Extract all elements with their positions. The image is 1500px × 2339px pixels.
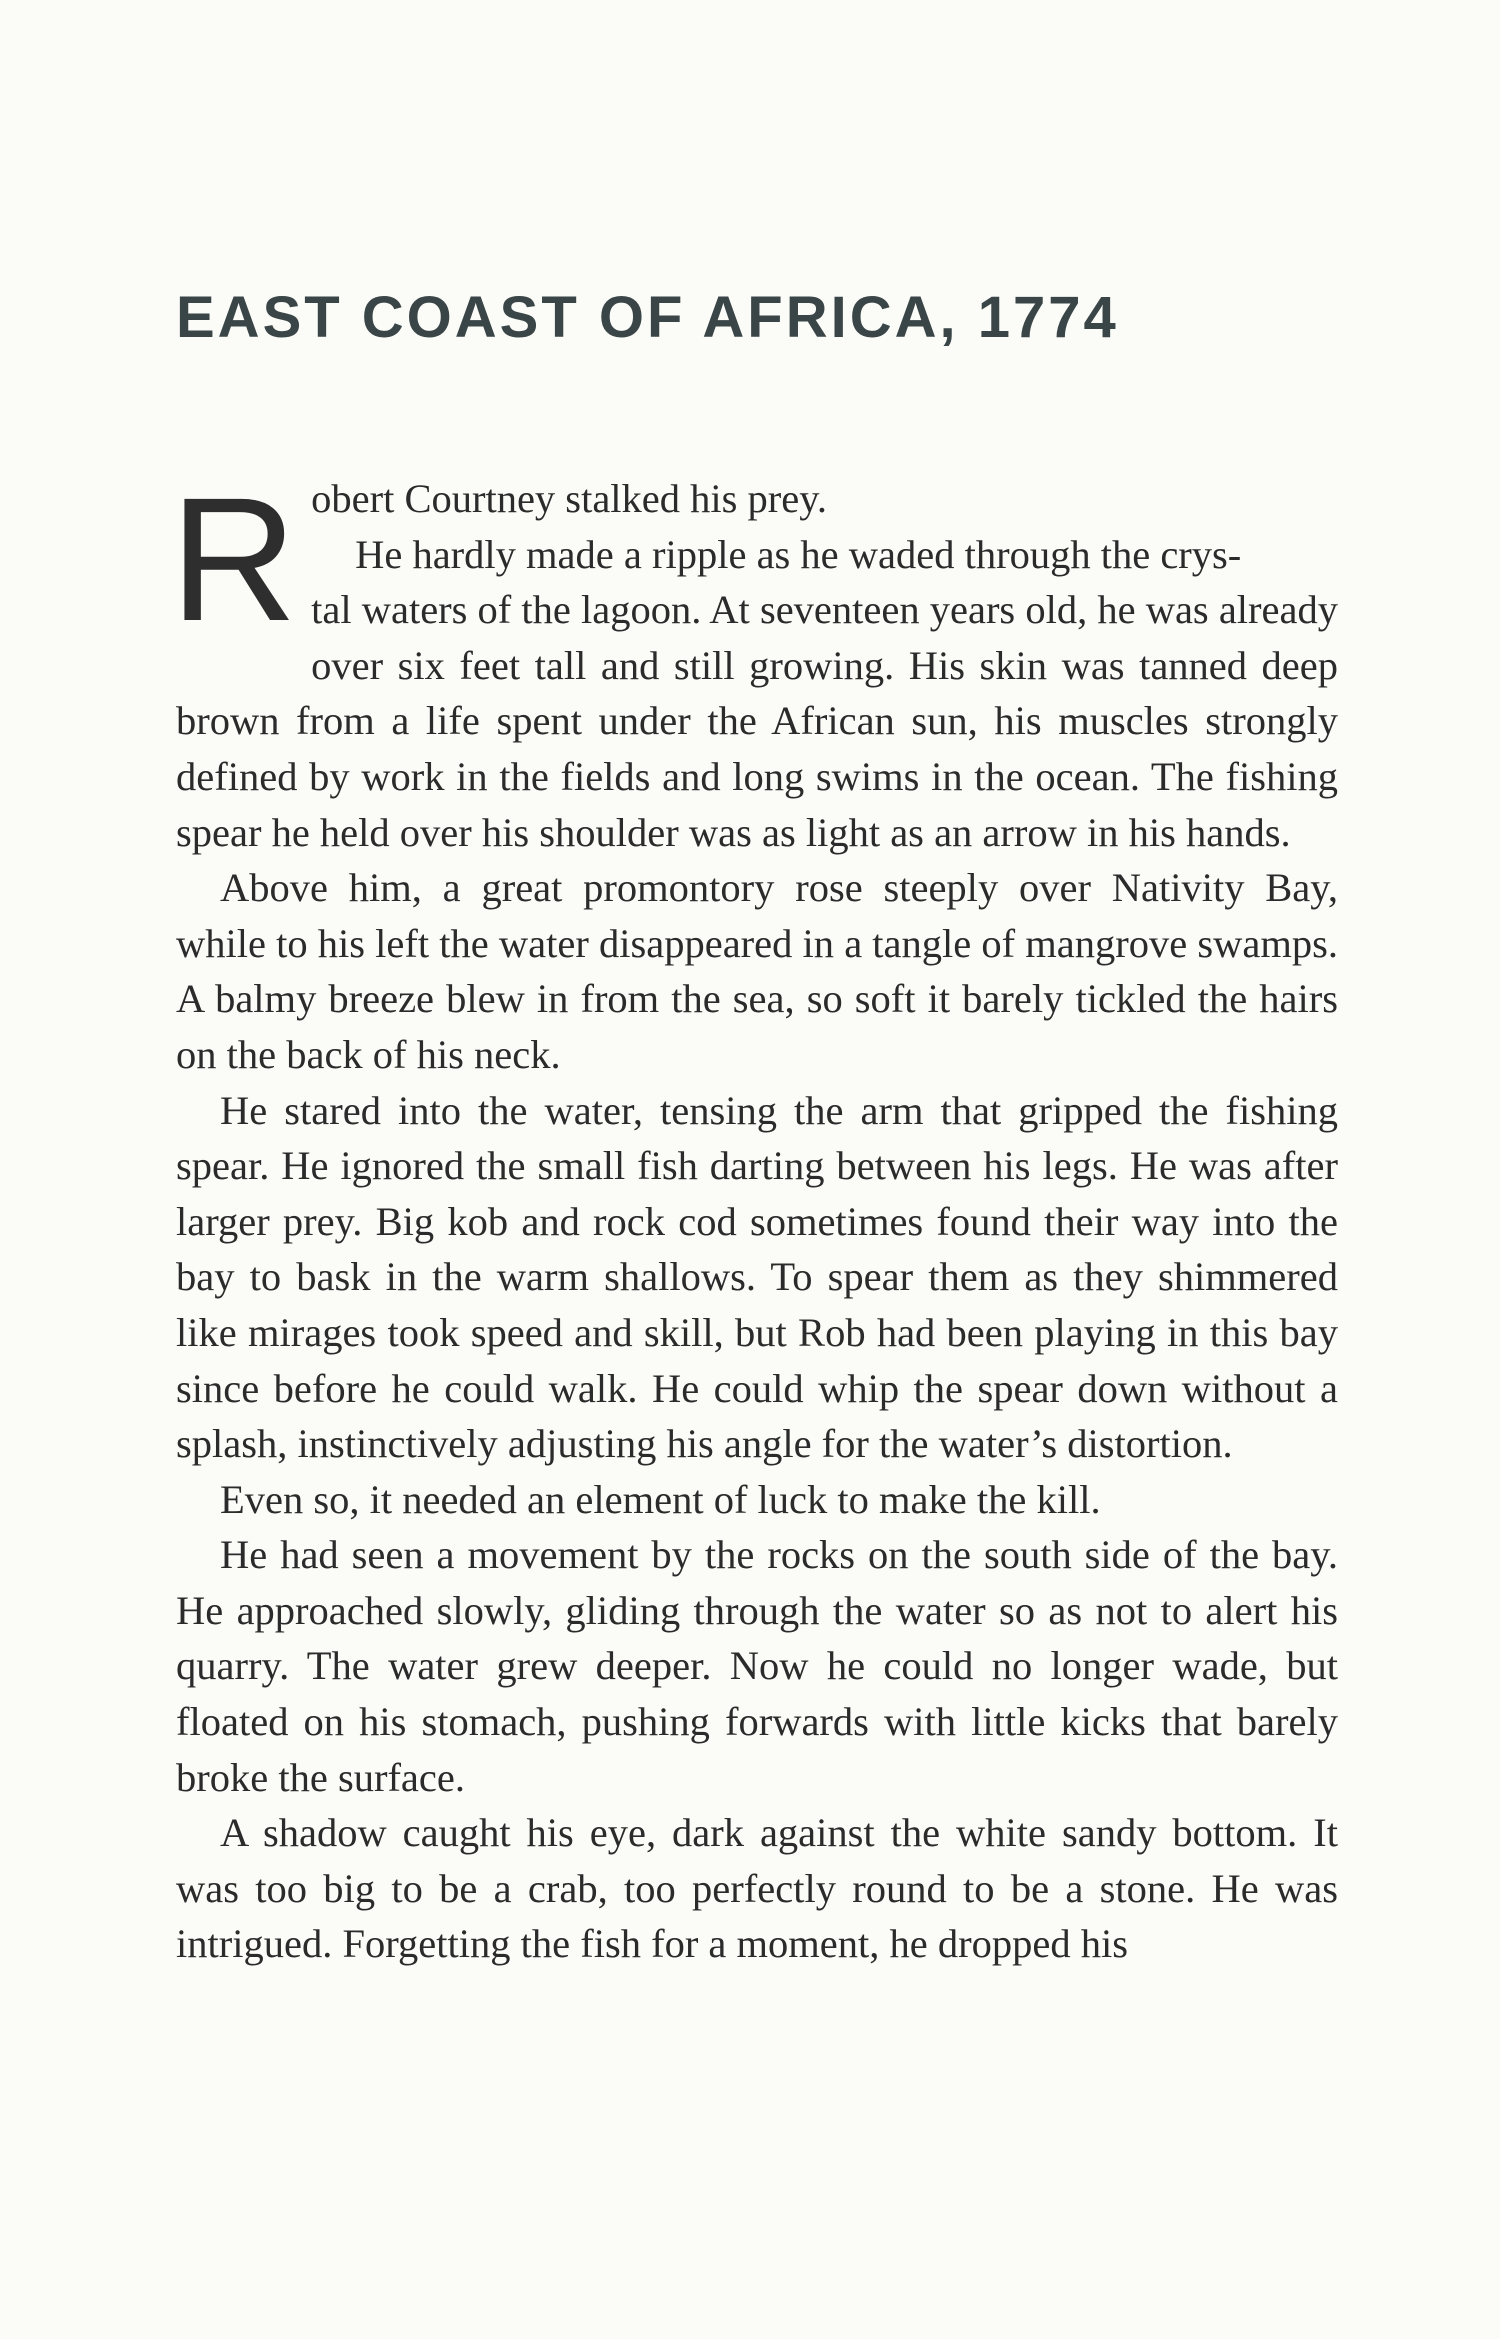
paragraph-4: He stared into the water, tensing the arm that gripped the fishing spear. He ignored the small fish darting between his legs. He was after larger prey. Big kob and rock cod sometimes found their way into the bay to bask in the warm shallows. To spear them as they shimmered like mirages took speed and skill, but Rob had been playing in this bay since before he could walk. He could whip the spear down without a splash, instinctively adjusting his angle for the water’s distortion. — [176, 1087, 1338, 1467]
paragraph-6: He had seen a movement by the rocks on the south side of the bay. He approached slowly, gliding through the water so as not to alert his quarry. The water grew deeper. Now he could no longer wade, but floated on his stomach, pushing forwards with little kicks that barely broke the surface. — [176, 1532, 1338, 1800]
paragraph-1 — [170, 462, 1338, 860]
paragraph-3: Above him, a great promontory rose steeply over Nativity Bay, while to his left the water disappeared in a tangle of mangrove swamps. A balmy breeze blew in from the sea, so soft it barely tickled the hairs on the back of his neck. — [176, 865, 1338, 1077]
paragraph-1-text: obert Courtney stalked his prey. — [311, 476, 827, 521]
chapter-title: EAST COAST OF AFRICA, 1774 — [176, 285, 1119, 350]
paragraph-5: Even so, it needed an element of luck to make the kill. — [220, 1476, 1101, 1522]
drop-cap: R — [170, 462, 298, 658]
paragraph-2-start: He hardly made a ripple as he waded through the crys- — [355, 531, 1242, 577]
paragraph-7: A shadow caught his eye, dark against the white sandy bottom. It was too big to be a crab, too perfectly round to be a stone. He was intrigued. Forgetting the fish for a moment, he dropped his — [176, 1810, 1338, 1967]
paragraph-2-rest: tal waters of the lagoon. At seventeen years old, he was already over six feet tall and still growing. His skin was tanned deep brown from a life spent under the African sun, his muscles strongly defined by work in the fields and long swims in the ocean. The fishing spear he held over his shoulder was as light as an arrow in his hands. — [176, 587, 1338, 855]
body-text — [170, 462, 1338, 1972]
